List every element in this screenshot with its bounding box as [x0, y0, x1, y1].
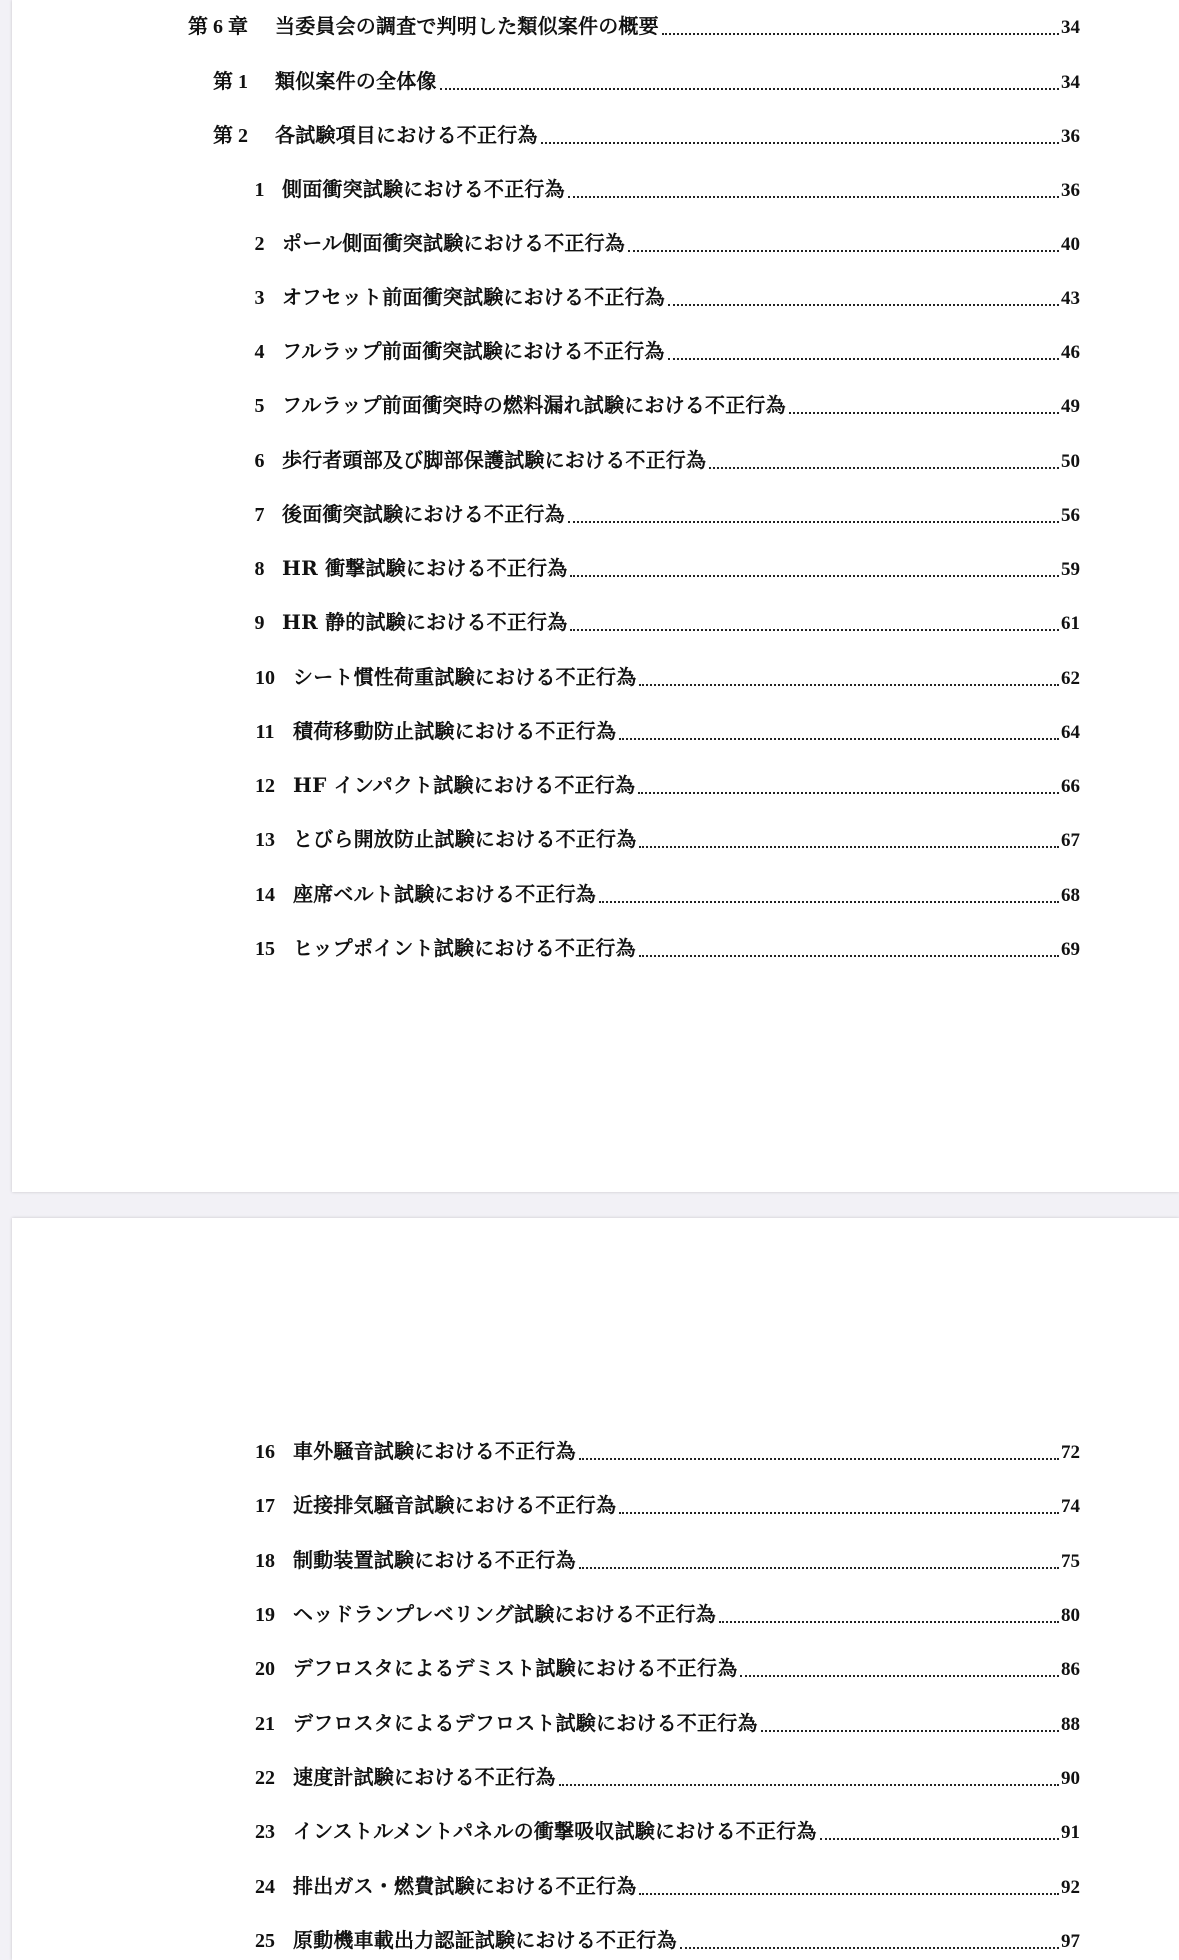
toc-number: 2 [254, 233, 265, 255]
toc-title: 積荷移動防止試験における不正行為 [293, 719, 617, 743]
toc-entry-item[interactable] [237, 1926, 1080, 1956]
toc-number: 11 [255, 721, 275, 743]
toc-page-number: 92 [1061, 1877, 1080, 1898]
toc-entry-section[interactable] [213, 121, 1080, 151]
toc-number: 第 6 章 [188, 16, 248, 38]
toc-entry-item[interactable] [237, 1817, 1080, 1847]
dot-leader [619, 1509, 1059, 1514]
toc-entry-item[interactable] [237, 663, 1080, 693]
toc-number: 25 [255, 1930, 275, 1952]
toc-number: 15 [255, 938, 275, 960]
toc-number: 18 [255, 1550, 275, 1572]
toc-page-number: 36 [1061, 126, 1080, 147]
toc-page-number: 46 [1061, 342, 1080, 363]
toc-title: 車外騒音試験における不正行為 [293, 1439, 576, 1463]
toc-page-number: 69 [1061, 939, 1080, 960]
toc-entry-item[interactable] [237, 1546, 1080, 1576]
dot-leader [570, 572, 1059, 577]
toc-title: とびら開放防止試験における不正行為 [293, 827, 637, 851]
toc-title: 後面衝突試験における不正行為 [282, 502, 565, 526]
toc-entry-item[interactable] [237, 175, 1080, 205]
toc-page-number: 75 [1061, 1551, 1080, 1572]
toc-number: 5 [254, 395, 265, 417]
toc-page-number: 66 [1061, 776, 1080, 797]
toc-title: デフロスタによるデミスト試験における不正行為 [293, 1656, 738, 1680]
toc-page-number: 49 [1061, 396, 1080, 417]
toc-title: フルラップ前面衝突試験における不正行為 [282, 339, 665, 363]
toc-number: 4 [254, 341, 265, 363]
toc-number: 8 [254, 558, 265, 580]
toc-page-number: 64 [1061, 722, 1080, 743]
toc-number: 12 [255, 775, 275, 797]
toc-title: HF インパクト試験における不正行為 [293, 773, 636, 797]
dot-leader [668, 355, 1059, 360]
toc-title: ヒップポイント試験における不正行為 [293, 936, 636, 960]
toc-number: 19 [255, 1604, 275, 1626]
dot-leader [789, 409, 1059, 414]
toc-title: シート慣性荷重試験における不正行為 [293, 665, 637, 689]
toc-number: 13 [255, 829, 275, 851]
toc-page-number: 68 [1061, 885, 1080, 906]
dot-leader [639, 1890, 1059, 1895]
toc-number: 21 [255, 1713, 275, 1735]
dot-leader [570, 626, 1059, 631]
toc-title: デフロスタによるデフロスト試験における不正行為 [293, 1711, 758, 1735]
toc-title: 原動機車載出力認証試験における不正行為 [293, 1928, 677, 1952]
toc-page-number: 59 [1061, 559, 1080, 580]
toc-title: HR 静的試験における不正行為 [282, 610, 568, 634]
toc-number: 第 2 [213, 125, 248, 147]
toc-entry-item[interactable] [237, 229, 1080, 259]
dot-leader [599, 898, 1059, 903]
toc-title: 側面衝突試験における不正行為 [282, 177, 565, 201]
document-page-1 [12, 0, 1179, 1192]
document-page-2 [12, 1218, 1179, 1960]
toc-entry-item[interactable] [237, 1654, 1080, 1684]
dot-leader [709, 464, 1059, 469]
toc-entry-item[interactable] [237, 283, 1080, 313]
dot-leader [628, 247, 1059, 252]
dot-leader [820, 1835, 1059, 1840]
toc-page-number: 67 [1061, 830, 1080, 851]
toc-entry-item[interactable] [237, 446, 1080, 476]
dot-leader [719, 1618, 1059, 1623]
toc-page-number: 43 [1061, 288, 1080, 309]
toc-entry-item[interactable] [237, 1437, 1080, 1467]
toc-title: 座席ベルト試験における不正行為 [293, 882, 596, 906]
toc-title: オフセット前面衝突試験における不正行為 [282, 285, 665, 309]
toc-page-number: 97 [1061, 1931, 1080, 1952]
dot-leader [680, 1944, 1059, 1949]
toc-number: 第 1 [213, 71, 248, 93]
toc-page-number: 40 [1061, 234, 1080, 255]
toc-number: 23 [255, 1821, 275, 1843]
toc-page-number: 36 [1061, 180, 1080, 201]
toc-number: 24 [255, 1876, 275, 1898]
dot-leader [761, 1727, 1059, 1732]
toc-number: 7 [254, 504, 265, 526]
toc-number: 22 [255, 1767, 275, 1789]
toc-entry-item[interactable] [237, 337, 1080, 367]
toc-number: 20 [255, 1658, 275, 1680]
dot-leader [662, 30, 1059, 35]
dot-leader [440, 85, 1059, 90]
dot-leader [638, 789, 1059, 794]
dot-leader [559, 1781, 1059, 1786]
toc-entry-item[interactable] [237, 1763, 1080, 1793]
toc-title: 歩行者頭部及び脚部保護試験における不正行為 [282, 448, 707, 472]
toc-entry-chapter[interactable] [188, 12, 1080, 42]
toc-number: 1 [254, 179, 265, 201]
toc-entry-item[interactable] [237, 608, 1080, 638]
toc-page-number: 86 [1061, 1659, 1080, 1680]
dot-leader [639, 952, 1059, 957]
toc-title: ポール側面衝突試験における不正行為 [282, 231, 625, 255]
dot-leader [579, 1455, 1059, 1460]
toc-entry-item[interactable] [237, 1491, 1080, 1521]
toc-title: 排出ガス・燃費試験における不正行為 [293, 1874, 637, 1898]
toc-title: ヘッドランプレベリング試験における不正行為 [293, 1602, 716, 1626]
dot-leader [579, 1564, 1059, 1569]
dot-leader [668, 301, 1059, 306]
toc-page-number: 61 [1061, 613, 1080, 634]
toc-page-number: 74 [1061, 1496, 1080, 1517]
toc-number: 17 [255, 1495, 275, 1517]
toc-entry-item[interactable] [237, 554, 1080, 584]
toc-title: インストルメントパネルの衝撃吸収試験における不正行為 [293, 1819, 817, 1843]
toc-entry-item[interactable] [237, 500, 1080, 530]
toc-page-number: 80 [1061, 1605, 1080, 1626]
toc-title: 制動装置試験における不正行為 [293, 1548, 576, 1572]
toc-entry-item[interactable] [237, 1709, 1080, 1739]
dot-leader [541, 139, 1059, 144]
toc-title: 各試験項目における不正行為 [275, 123, 538, 147]
dot-leader [619, 735, 1059, 740]
dot-leader [639, 681, 1059, 686]
toc-page-number: 72 [1061, 1442, 1080, 1463]
toc-title: 当委員会の調査で判明した類似案件の概要 [275, 14, 659, 38]
toc-page-number: 62 [1061, 668, 1080, 689]
toc-entry-item[interactable] [237, 717, 1080, 747]
toc-number: 6 [254, 450, 265, 472]
toc-title: HR 衝撃試験における不正行為 [282, 556, 568, 580]
toc-title: 近接排気騒音試験における不正行為 [293, 1493, 617, 1517]
toc-entry-item[interactable] [237, 934, 1080, 964]
toc-page-number: 90 [1061, 1768, 1080, 1789]
toc-number: 9 [254, 612, 265, 634]
toc-entry-section[interactable] [213, 67, 1080, 97]
toc-entry-item[interactable] [237, 391, 1080, 421]
toc-title: フルラップ前面衝突時の燃料漏れ試験における不正行為 [282, 393, 786, 417]
toc-page-number: 91 [1061, 1822, 1080, 1843]
dot-leader [639, 843, 1059, 848]
toc-number: 16 [255, 1441, 275, 1463]
toc-title: 速度計試験における不正行為 [293, 1765, 556, 1789]
toc-entry-item[interactable] [237, 1872, 1080, 1902]
toc-page-number: 50 [1061, 451, 1080, 472]
toc-number: 10 [255, 667, 275, 689]
toc-entry-item[interactable] [237, 1600, 1080, 1630]
toc-page-number: 34 [1061, 17, 1080, 38]
toc-number: 14 [255, 884, 275, 906]
dot-leader [568, 518, 1059, 523]
toc-entry-item[interactable] [237, 825, 1080, 855]
toc-title: 類似案件の全体像 [275, 69, 437, 93]
toc-number: 3 [254, 287, 265, 309]
toc-entry-item[interactable] [237, 880, 1080, 910]
toc-page-number: 56 [1061, 505, 1080, 526]
toc-page-number: 88 [1061, 1714, 1080, 1735]
toc-entry-item[interactable] [237, 771, 1080, 801]
dot-leader [568, 193, 1059, 198]
dot-leader [740, 1672, 1059, 1677]
toc-page-number: 34 [1061, 72, 1080, 93]
